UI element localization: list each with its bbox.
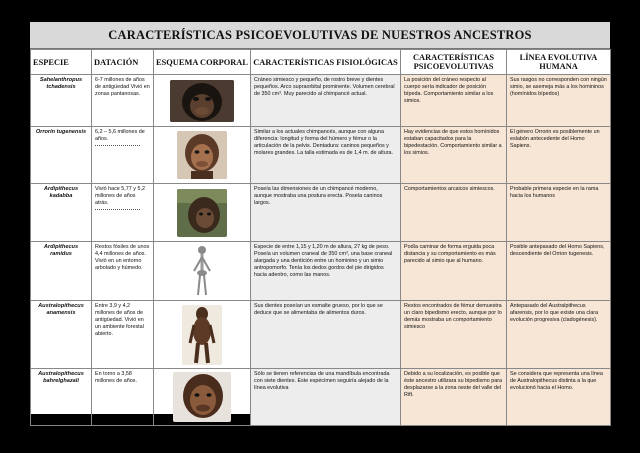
species-cell: Australopithecus bahrelghazali: [31, 369, 92, 426]
header-psychoevolutionary: CARACTERÍSTICAS PSICOEVOLUTIVAS: [401, 50, 507, 75]
standing-figure-image: [154, 301, 251, 369]
psychoevolutionary-cell: Comportamientos arcaicos simiescos.: [401, 184, 507, 242]
dotted-rule: [95, 144, 140, 146]
species-cell: Sahelanthropus tchadensis: [31, 75, 92, 127]
lineage-cell: El género Orrorin es posiblemente un eslabón antecedente del Homo Sapiens.: [507, 127, 611, 184]
psychoevolutionary-cell: Debido a su localización, es posible que éste ancestro utilizara su bipedismo para desplazarse a la zona oeste del valle del Rift.: [401, 369, 507, 426]
species-cell: Orrorin tugenensis: [31, 127, 92, 184]
chimpanzee-face-image: [154, 75, 251, 127]
lineage-cell: Probable primera especie en la rama hacia los humanos: [507, 184, 611, 242]
table-row: [31, 127, 611, 184]
dating-cell: 6-7 millones de años de antigüedad Vivió en zonas pantanosas.: [92, 75, 154, 127]
psychoevolutionary-cell: Podía caminar de forma erguida poca distancia y su comportamiento es más parecido al simio que al humano.: [401, 242, 507, 301]
chart-sheet: [30, 22, 610, 414]
physiological-cell: Sus dientes poseían un esmalte grueso, por lo que se deduce que se alimentaba de alimentos duros.: [251, 301, 401, 369]
psychoevolutionary-cell: La posición del cráneo respecto al cuerpo sería indicador de posición bípeda. Comportamiento similar a los simios.: [401, 75, 507, 127]
ape-reconstruction-image: [154, 184, 251, 242]
table-row: [31, 242, 611, 301]
table-row: [31, 184, 611, 242]
physiological-cell: Poseía las dimensiones de un chimpancé moderno, aunque mostraba una postura erecta. Poseía caninos largos.: [251, 184, 401, 242]
lineage-cell: Sus rasgos no corresponden con ningún simio, se asemeja más a los homininos (homínidos bípedos): [507, 75, 611, 127]
dotted-rule: [95, 208, 140, 210]
evolution-table: [30, 49, 611, 426]
species-cell: Ardipithecus kadabba: [31, 184, 92, 242]
lineage-cell: Antepasado del Australpithecus afarensis, por lo que existe una clara evolución progresiva (cladogénesis).: [507, 301, 611, 369]
hominin-portrait-image: [154, 369, 251, 426]
physiological-cell: Sólo se tienen referencias de una mandíbula encontrada con siete dientes. Este espécimen seguiría alejado de la línea evolutiva: [251, 369, 401, 426]
physiological-cell: Similar a los actuales chimpancés, aunque con alguna diferencia: longitud y forma del húmero y fémur o la articulación de la pelvis. Dentadura: caninos pequeños y molares grandes. La talla estimada es de 1,4 m. de altura.: [251, 127, 401, 184]
header-human-lineage: LÍNEA EVOLUTIVA HUMANA: [507, 50, 611, 75]
psychoevolutionary-cell: Hay evidencias de que estos homínidos estaban capacitados para la bipedestación. Comportamiento similar a los simios.: [401, 127, 507, 184]
dating-text: Vivió hace 5,77 y 5,2 millones de años atrás.: [95, 186, 145, 207]
header-species: ESPECIE: [31, 50, 92, 75]
header-body-schema: ESQUEMA CORPORAL: [154, 50, 251, 75]
page-title: CARACTERÍSTICAS PSICOEVOLUTIVAS DE NUESTROS ANCESTROS: [30, 22, 610, 49]
dating-cell: Restos fósiles de unos 4,4 millones de años. Vivió en un entorno arbolado y húmedo.: [92, 242, 154, 301]
dating-cell: [92, 184, 154, 242]
table-row: [31, 369, 611, 426]
dating-cell: En torno a 3,58 millones de años.: [92, 369, 154, 426]
dating-cell: [92, 127, 154, 184]
lineage-cell: Se considera que representa una línea de Australopithecus distinta a la que evolucionó hacia el Homo.: [507, 369, 611, 426]
hominin-face-image: [154, 127, 251, 184]
dating-text: 6,2 – 5,6 millones de años.: [95, 129, 145, 143]
table-row: [31, 301, 611, 369]
skeleton-image: [154, 242, 251, 301]
species-cell: Ardipithecus ramidus: [31, 242, 92, 301]
species-cell: Australopithecus anamensis: [31, 301, 92, 369]
table-row: [31, 75, 611, 127]
psychoevolutionary-cell: Restos encontrados de fémur demuestra un claro bipedismo erecto, aunque por lo demás mostraba un comportamiento simiesco: [401, 301, 507, 369]
lineage-cell: Posible antepasado del Homo Sapiens, descendiente del Orrion tugenesis.: [507, 242, 611, 301]
header-physiological: CARACTERÍSTICAS FISIOLÓGICAS: [251, 50, 401, 75]
physiological-cell: Cráneo simiesco y pequeño, de rostro breve y dientes pequeños. Arco supraorbital prominente. Volumen cerebral de 350 cm³. Muy parecido al chimpancé actual.: [251, 75, 401, 127]
header-dating: DATACIÓN: [92, 50, 154, 75]
header-row: [31, 50, 611, 75]
dating-cell: Entre 3,9 y 4,2 millones de años de antigüedad. Vivió en un ambiente forestal abierto.: [92, 301, 154, 369]
physiological-cell: Especie de entre 1,15 y 1,20 m de altura, 27 kg de peso. Poseía un volumen craneal de 350 cm³, una base craneal alargada y una dentición entre un hominino y un simio antropomorfo. Tenía los dedos gordos del pie dirigidos hacia adentro, como las manos.: [251, 242, 401, 301]
